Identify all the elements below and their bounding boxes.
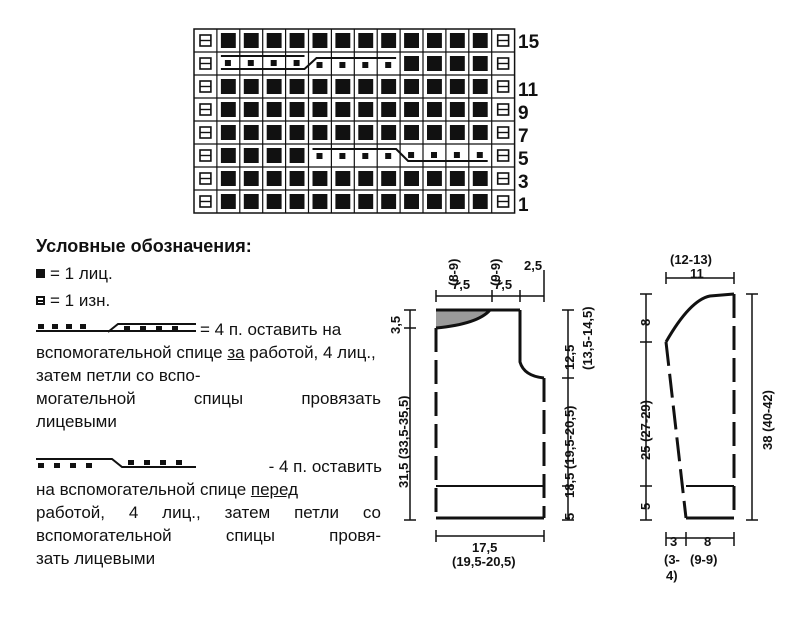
back-left-total: 31,5 (33,5-35,5): [396, 395, 411, 488]
knit-label: = 1 лиц.: [50, 264, 113, 283]
back-bottom-width: 17,5: [472, 540, 498, 555]
cable-back-line2: вспомогательной спице за работой, 4 лиц., затем петли со вспо-: [36, 343, 376, 385]
back-right-lower: 18,5 (19,5-20,5): [562, 405, 577, 498]
back-top-width-a: (8-9): [446, 258, 461, 286]
cable-front-line4: вспомогательной спицы провя-: [36, 526, 381, 545]
back-left-top: 3,5: [388, 315, 403, 334]
sleeve-bottom-left: 3: [670, 534, 678, 549]
back-right-armhole2: (13,5-14,5): [580, 306, 595, 370]
sleeve-top-width2: 11: [690, 266, 704, 281]
sleeve-bottom-right2: (9-9): [690, 552, 718, 567]
legend-title: Условные обозначения:: [36, 236, 252, 256]
back-shoulder-right: 2,5: [524, 258, 543, 273]
sleeve-top-width: (12-13): [670, 252, 712, 267]
row-number-5: 5: [518, 149, 529, 170]
row-number-15: 15: [518, 32, 540, 53]
row-number-11: 11: [518, 80, 539, 101]
cable-back-line5: лицевыми: [36, 412, 117, 431]
sleeve-bottom-left2: (3-: [664, 552, 680, 567]
row-number-9: 9: [518, 103, 529, 124]
sleeve-right-total: 38 (40-42): [760, 390, 775, 450]
sleeve-bottom-left3: 4): [666, 568, 678, 583]
cable-front-line5: зать лицевыми: [36, 549, 156, 568]
cable-front-line2: на вспомогательной спице перед: [36, 480, 299, 499]
purl-label: = 1 изн.: [50, 291, 111, 310]
sleeve-left-top: 8: [638, 318, 653, 326]
back-right-armhole: 12,5: [562, 344, 577, 370]
back-top-width-b: (9-9): [488, 258, 503, 286]
row-number-7: 7: [518, 126, 529, 147]
cable-back-line1: = 4 п. оставить на: [200, 320, 342, 339]
cable-front-line1: - 4 п. оставить: [268, 457, 382, 476]
back-top-width-a2: 7,5: [452, 277, 471, 292]
cable-front-line3: работой, 4 лиц., затем петли со: [36, 503, 381, 522]
sleeve-left-mid: 25 (27-29): [638, 400, 653, 460]
back-top-width-b2: 7,5: [494, 277, 513, 292]
back-bottom-width2: (19,5-20,5): [452, 554, 516, 569]
row-number-1: 1: [518, 195, 529, 216]
cable-back-line4: могательной спицы провязать: [36, 389, 381, 408]
sleeve-bottom-right: 8: [704, 534, 712, 549]
back-right-bottom: 5: [562, 512, 577, 520]
row-number-3: 3: [518, 172, 529, 193]
sleeve-left-bottom: 5: [638, 502, 653, 510]
